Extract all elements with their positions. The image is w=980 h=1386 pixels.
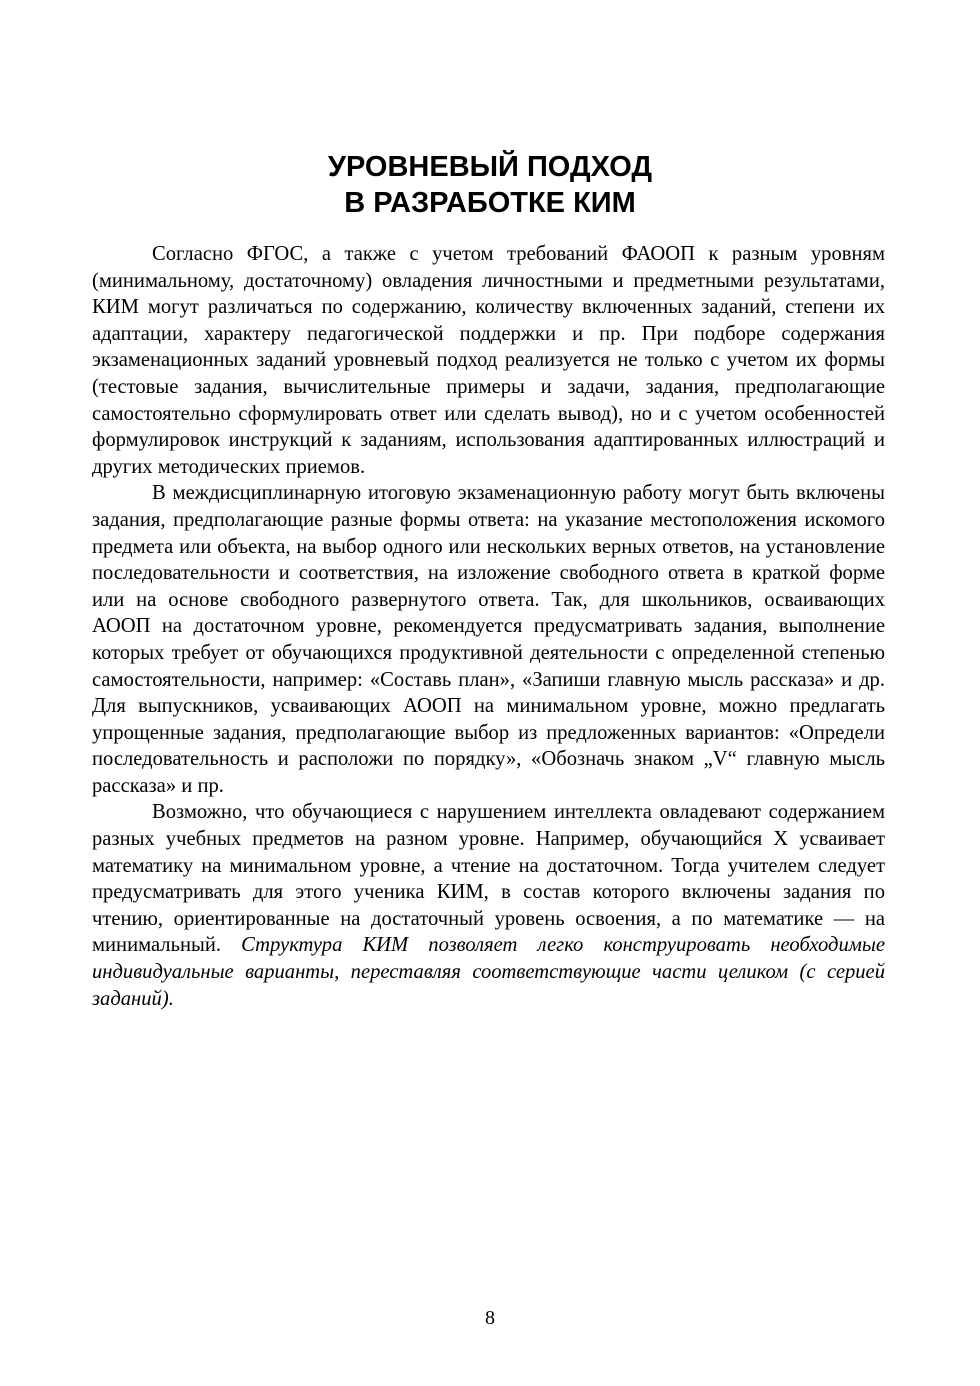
page-number: 8 <box>485 1307 495 1329</box>
body-text <box>92 241 885 1012</box>
paragraph-3 <box>92 799 885 1012</box>
paragraph-2: В междисциплинарную итоговую экзаменационную работу могут быть включены задания, предполагающие разные формы ответа: на указание местоположения искомого предмета или объекта, на выбор одного или нескольких верных ответов, на установление последовательности и соответствия, на изложение свободного ответа в краткой форме или на основе свободного развернутого ответа. Так, для школьников, осваивающих АООП на достаточном уровне, рекомендуется предусматривать задания, выполнение которых требует от обучающихся продуктивной деятельности с определенной степенью самостоятельности, например: «Составь план», «Запиши главную мысль рассказа» и др. Для выпускников, усваивающих АООП на минимальном уровне, можно предлагать упрощенные задания, предполагающие выбор из предложенных вариантов: «Определи последовательность и расположи по порядку», «Обозначь знаком „V“ главную мысль рассказа» и пр. <box>92 482 885 797</box>
paragraph-3-italic-text: Структура КИМ позволяет легко конструировать необходимые индивидуальные варианты, переставляя соответствующие части целиком (с серией заданий). <box>92 934 885 1010</box>
paragraph-3-text: Возможно, что обучающиеся с нарушением интеллекта овладевают содержанием разных учебных предметов на разном уровне. Например, обучающийся Х усваивает математику на минимальном уровне, а чтение на достаточном. Тогда учителем следует предусматривать для этого ученика КИМ, в состав которого включены задания по чтению, ориентированные на достаточный уровень освоения, а по математике — на минимальный. <box>92 801 885 957</box>
page-title-line-1: УРОВНЕВЫЙ ПОДХОД <box>327 151 653 183</box>
page-title-line-2: В РАЗРАБОТКЕ КИМ <box>344 187 636 219</box>
paragraph-1: Согласно ФГОС, а также с учетом требований ФАООП к разным уровням (минимальному, достаточному) овладения личностными и предметными результатами, КИМ могут различаться по содержанию, количеству включенных заданий, степени их адаптации, характеру педагогической поддержки и пр. При подборе содержания экзаменационных заданий уровневый подход реализуется не только с учетом их формы (тестовые задания, вычислительные примеры и задачи, задания, предполагающие самостоятельно сформулировать ответ или сделать вывод), но и с учетом особенностей формулировок инструкций к заданиям, использования адаптированных иллюстраций и других методических приемов. <box>92 243 885 478</box>
page-title <box>0 149 980 221</box>
